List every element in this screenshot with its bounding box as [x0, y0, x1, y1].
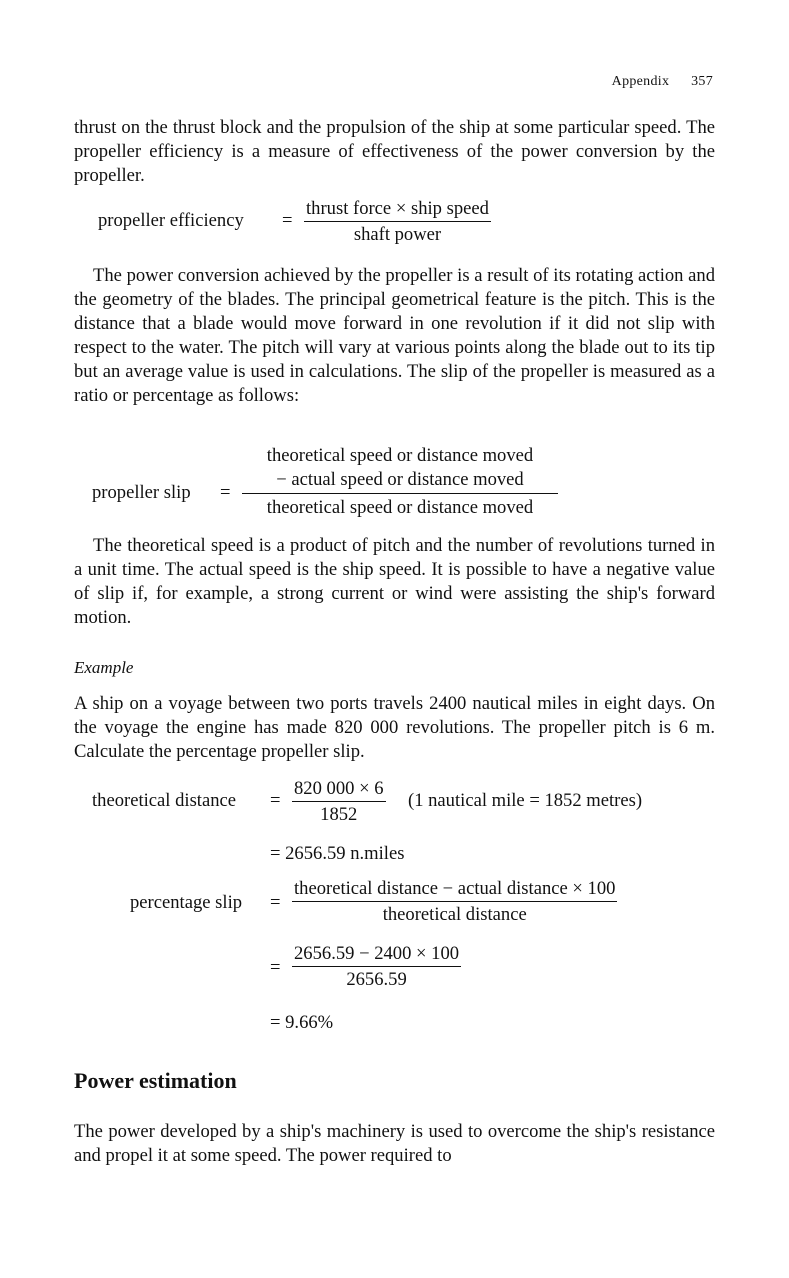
calc-sub-denominator: 2656.59 — [346, 969, 407, 990]
calc-theo-result: = 2656.59 n.miles — [270, 843, 405, 864]
calc-pct-lhs: percentage slip — [130, 892, 243, 913]
paragraph-2: The power conversion achieved by the propeller is a result of its rotating action and the geometry of the blades. The principal geometrical feature is the pitch. This is the distance that a blade would move forward in one revolution if it did not slip with respect to the water. The pitch will vary at various points along the blade out to its tip but an average value is used in calculations. The slip of the propeller is measured as a ratio or percentage as follows: — [74, 265, 715, 406]
eq-slip-numerator-1: theoretical speed or distance moved — [266, 445, 534, 466]
section-title: Power estimation — [74, 1068, 237, 1093]
eq-efficiency-numerator: thrust force × ship speed — [304, 198, 491, 222]
calc-pct-fraction — [292, 878, 617, 926]
header-section: Appendix — [611, 74, 670, 89]
calc-theo-numerator: 820 000 × 6 — [292, 778, 386, 802]
calc-sub-fraction — [292, 943, 461, 991]
calc-theo-note: (1 nautical mile = 1852 metres) — [408, 790, 643, 811]
eq-efficiency-equals: = — [282, 210, 293, 231]
calc-pct-denominator: theoretical distance — [382, 904, 527, 925]
eq-efficiency-lhs: propeller efficiency — [98, 210, 244, 231]
eq-efficiency-fraction — [304, 198, 491, 246]
calc-sub-equals: = — [270, 957, 281, 978]
paragraph-1: thrust on the thrust block and the propulsion of the ship at some particular speed. The propeller efficiency is a measure of effectiveness of the power conversion by the propeller. — [74, 117, 715, 186]
eq-slip-lhs: propeller slip — [92, 482, 191, 503]
calc-final: = 9.66% — [270, 1012, 334, 1033]
calc-theo-denominator: 1852 — [320, 804, 358, 825]
calc-sub-numerator: 2656.59 − 2400 × 100 — [292, 943, 461, 967]
calc-theo-lhs: theoretical distance — [92, 790, 237, 811]
paragraph-5: The power developed by a ship's machinery is used to overcome the ship's resistance and propel it at some speed. The power required to — [74, 1121, 715, 1166]
paragraph-3: The theoretical speed is a product of pitch and the number of revolutions turned in a unit time. The actual speed is the ship speed. It is possible to have a negative value of slip if, for example, a strong current or wind were assisting the ship's forward motion. — [74, 535, 715, 628]
paragraph-4: A ship on a voyage between two ports travels 2400 nautical miles in eight days. On the voyage the engine has made 820 000 revolutions. The propeller pitch is 6 m. Calculate the percentage propeller slip. — [74, 693, 715, 762]
page-number: 357 — [691, 74, 713, 89]
eq-slip-fraction — [242, 444, 558, 520]
eq-efficiency-denominator: shaft power — [353, 224, 442, 245]
eq-slip-equals: = — [220, 482, 231, 503]
eq-slip-numerator-2: − actual speed or distance moved — [242, 468, 558, 494]
calc-pct-numerator: theoretical distance − actual distance × 100 — [292, 878, 617, 902]
eq-slip-denominator: theoretical speed or distance moved — [266, 497, 534, 518]
calc-theo-fraction — [292, 778, 386, 826]
calc-theo-equals: = — [270, 790, 281, 811]
example-label: Example — [74, 658, 134, 677]
calc-pct-equals: = — [270, 892, 281, 913]
running-header — [612, 74, 713, 90]
